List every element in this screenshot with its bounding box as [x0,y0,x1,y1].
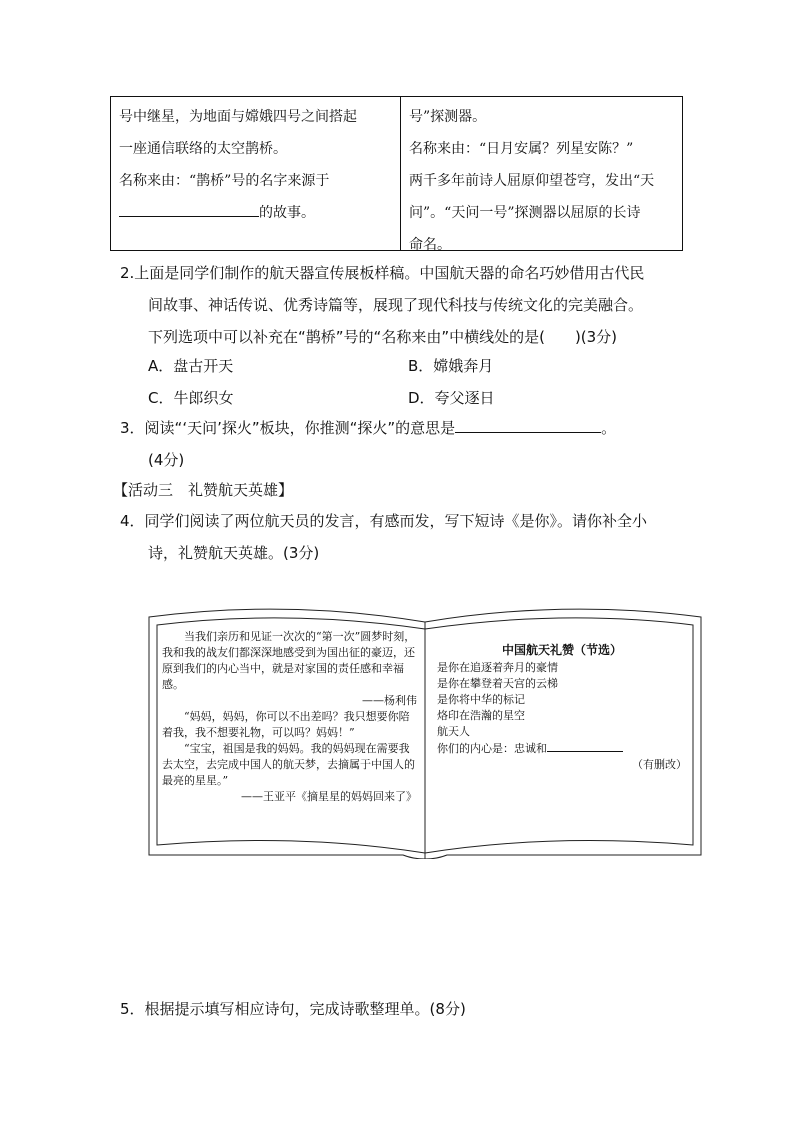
q3-text: 3．阅读“‘天问’探火”板块，你推测“探火”的意思是 [120,419,456,437]
poem-title: 中国航天礼赞（节选） [501,643,622,657]
book-left-page [162,629,417,805]
queqiao-answer-blank[interactable] [119,202,259,217]
question-5: 5．根据提示填写相应诗句，完成诗歌整理单。(8分) [120,1000,466,1018]
table-right-line1: 号”探测器。 [409,109,487,125]
q2-option-b[interactable]: B．嫦娥奔月 [408,357,494,375]
question-3 [120,412,690,476]
q2-option-c[interactable]: C．牛郎织女 [148,389,234,407]
yang-liwei-quote: 当我们亲历和见证一次次的“第一次”圆梦时刻，我和我的战友们都深深地感受到为国出征的豪迈，还原到我们的内心当中，就是对家国的责任感和幸福感。 [162,630,416,691]
question-4 [120,505,690,569]
poem-line-6-text: 你们的内心是：忠诚和 [437,742,547,755]
table-left-line4 [119,197,392,229]
q2-option-a[interactable]: A．盘古开天 [148,357,234,375]
poem-answer-blank[interactable] [547,740,623,752]
table-left-cell [111,97,401,250]
q2-line1: 2.上面是同学们制作的航天器宣传展板样稿。中国航天器的命名巧妙借用古代民 [120,264,645,282]
q2-line3: 下列选项中可以补充在“鹊桥”号的“名称来由”中横线处的是( )(3分) [148,328,618,346]
wang-yaping-quote: “宝宝，祖国是我的妈妈。我的妈妈现在需要我去太空，去完成中国人的航天梦，去摘属于中国人的最亮的星星。” [162,742,415,787]
table-right-line4: 问”。“天问一号”探测器以屈原的长诗 [409,205,641,221]
poem-line-1: 是你在追逐着奔月的豪情 [437,661,558,674]
table-right-line3: 两千多年前诗人屈原仰望苍穹，发出“天 [409,173,655,189]
poem-line-2: 是你在攀登着天宫的云梯 [437,677,558,690]
table-right-cell [401,97,682,253]
open-book-illustration [147,597,703,859]
book-right-page [437,642,687,773]
table-right-line2: 名称来由：“日月安属？列星安陈？” [409,141,634,157]
table-left-line3: 名称来由：“鹊桥”号的名字来源于 [119,173,330,189]
table-right-line5: 命名。 [409,237,451,253]
q3-end: 。 [601,419,617,437]
q3-line1 [120,412,690,444]
table-left-line4-suffix: 的故事。 [259,205,315,221]
yang-liwei-author: ——杨利伟 [362,694,417,707]
poem-note: （有删改） [632,758,687,771]
intro-table [110,96,683,251]
poem-line-6 [437,740,687,757]
poem-line-5: 航天人 [437,725,470,738]
child-quote: “妈妈，妈妈，你可以不出差吗？我只想要你陪着我，我不想要礼物，可以吗？妈妈！” [162,710,410,739]
poem-line-3: 是你将中华的标记 [437,693,525,706]
activity3-heading: 【活动三 礼赞航天英雄】 [113,481,294,499]
q2-options [148,350,668,414]
question-2 [120,257,690,353]
table-left-line1: 号中继星，为地面与嫦娥四号之间搭起 [119,109,357,125]
q2-line2: 间故事、神话传说、优秀诗篇等，展现了现代科技与传统文化的完美融合。 [148,296,644,314]
q3-answer-blank[interactable] [455,417,601,433]
poem-line-4: 烙印在浩瀚的星空 [437,709,525,722]
table-left-line2: 一座通信联络的太空鹊桥。 [119,141,287,157]
wang-yaping-author: ——王亚平《摘星星的妈妈回来了》 [241,790,417,803]
q3-line2: (4分) [148,451,185,469]
q2-option-d[interactable]: D．夸父逐日 [408,389,495,407]
q4-line1: 4．同学们阅读了两位航天员的发言，有感而发，写下短诗《是你》。请你补全小 [120,512,648,530]
q4-line2: 诗，礼赞航天英雄。(3分) [148,544,320,562]
